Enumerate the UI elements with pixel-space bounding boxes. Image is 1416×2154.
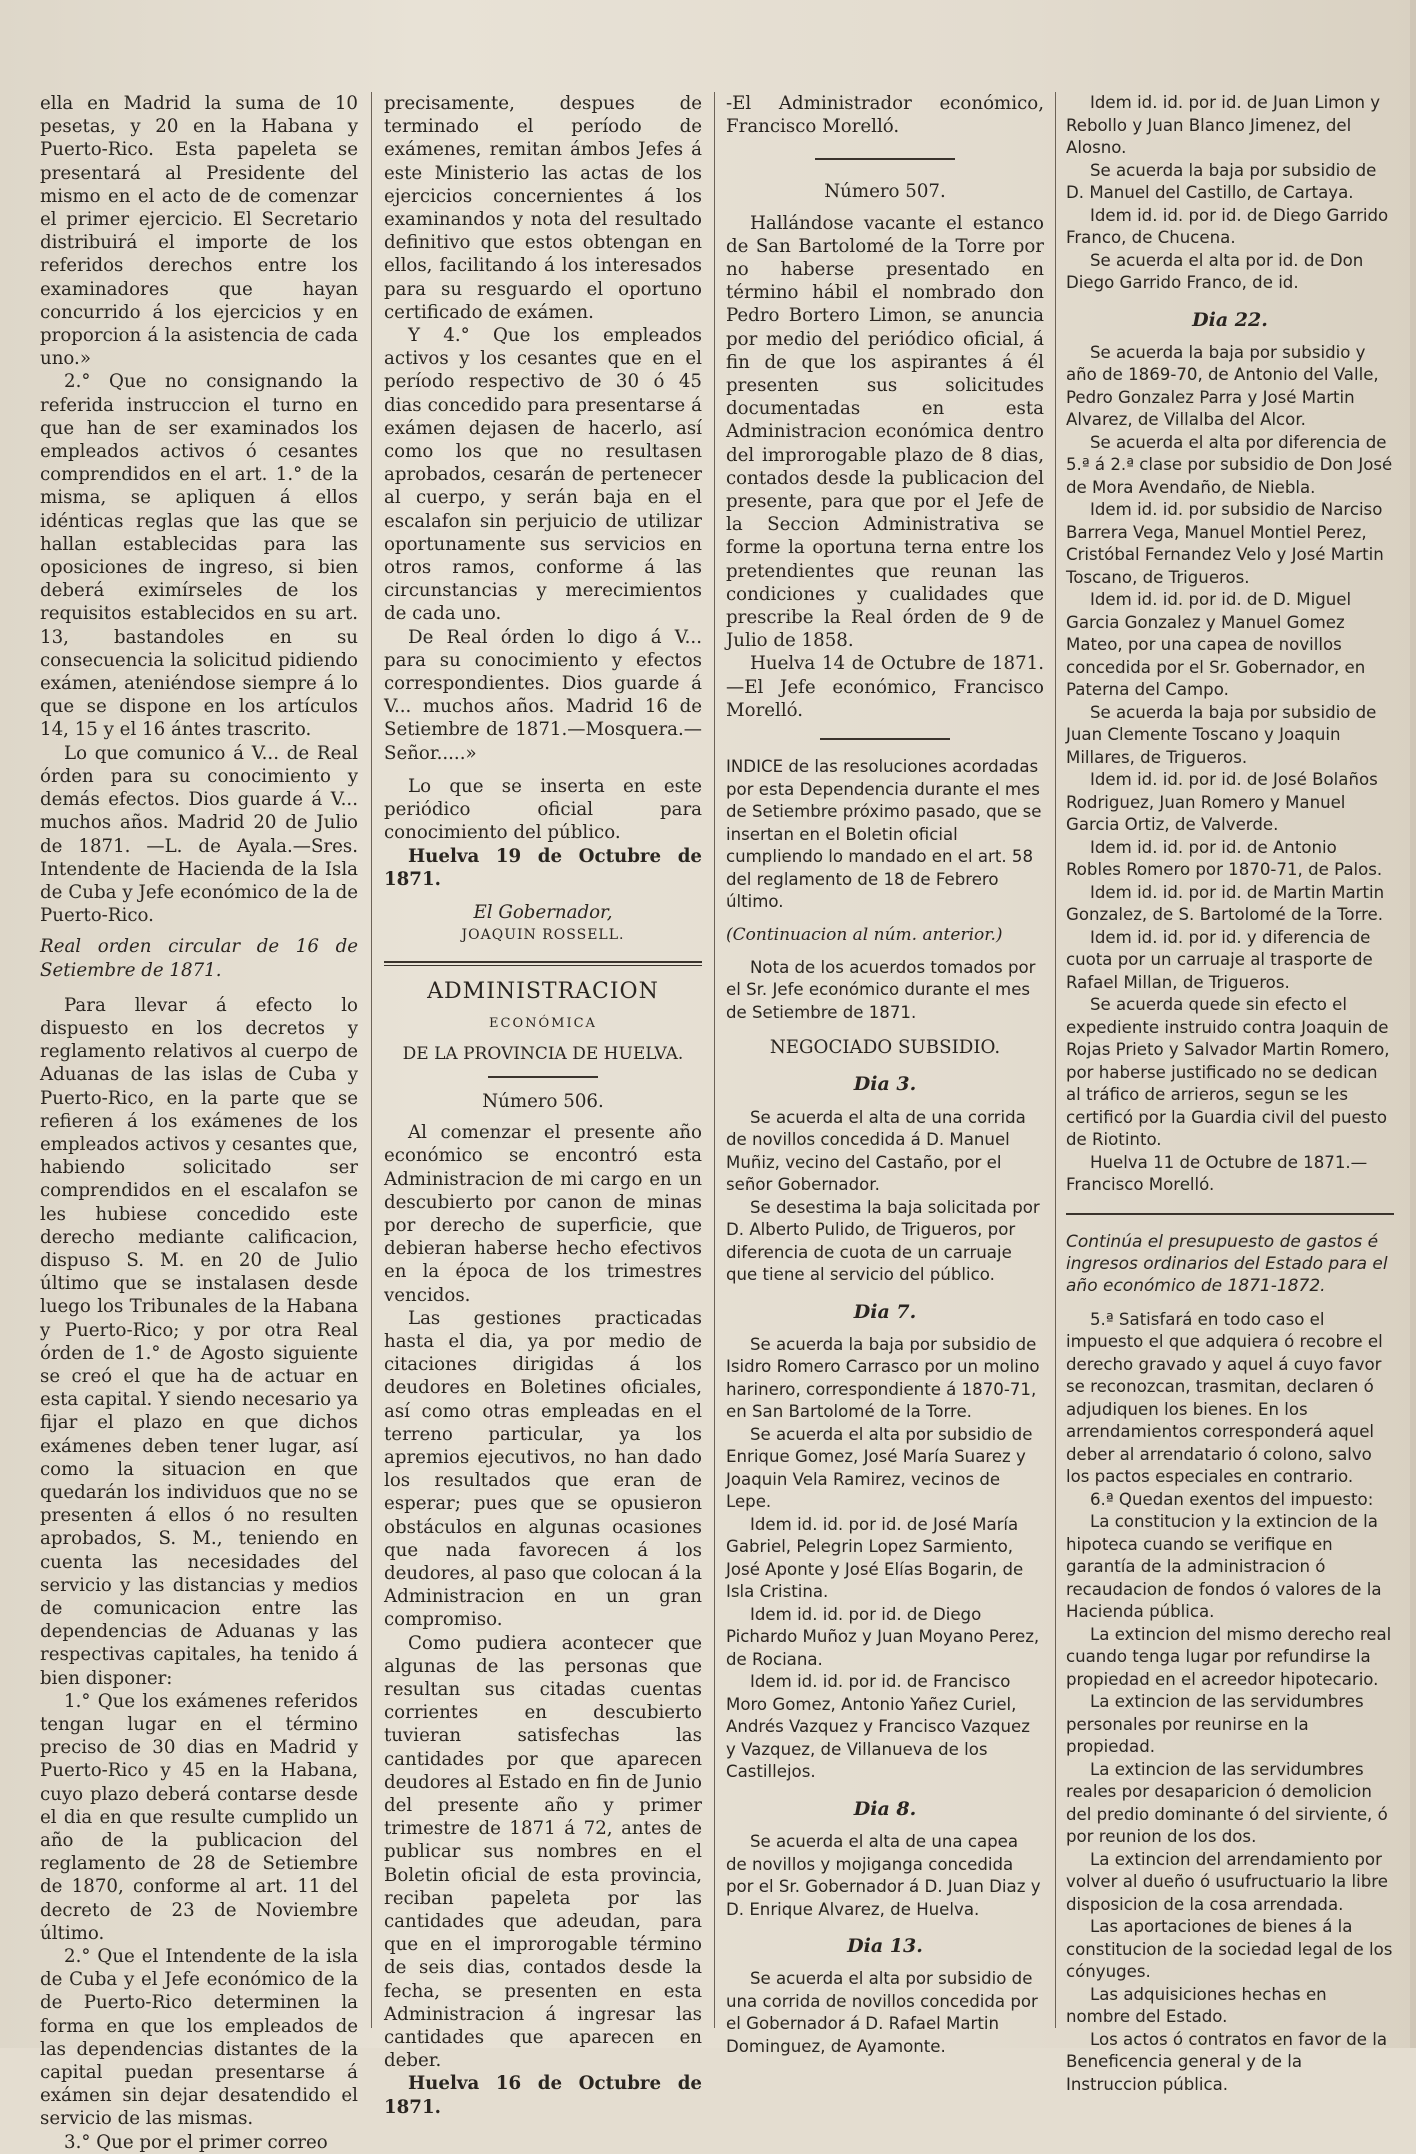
paragraph: Nota de los acuerdos tomados por el Sr. Jefe económico durante el mes de Setiembre de 1871. <box>726 957 1036 1022</box>
signature-block <box>384 901 702 947</box>
paragraph: Idem id. id. por id. de Antonio Robles Romero por 1870-71, de Palos. <box>1066 837 1383 880</box>
paragraph: De Real órden lo digo á V... para su conocimiento y efectos correspondientes. Dios guarde á V... muchos años. Madrid 16 de Setiembre de 1871.—Mosquera.—Señor.....» <box>384 626 702 764</box>
paragraph: Al comenzar el presente año económico se encontró esta Administracion de mi cargo en un descubierto por canon de minas por derecho de superficie, que debieran haberse hecho efectivos en la época de los trimestres vencidos. <box>384 1122 702 1306</box>
section-heading: Continúa el presupuesto de gastos é ingresos ordinarios del Estado para el año económico de 1871-1872. <box>1066 1231 1388 1296</box>
paragraph: Idem id. id. por id. y diferencia de cuota por un carruaje al trasporte de Rafael Millan, de Trigueros. <box>1066 927 1373 992</box>
day-heading: Dia 22. <box>1192 308 1268 331</box>
paragraph: La constitucion y la extincion de la hipoteca cuando se verifique en garantía de la administracion ó recaudacion de fondos ó valores de la Hacienda pública. <box>1066 1512 1382 1622</box>
paragraph: Idem id. id. por subsidio de Narciso Barrera Vega, Manuel Montiel Perez, Cristóbal Fernandez Velo y José Martin Toscano, de Trigueros. <box>1066 500 1384 587</box>
divider <box>820 738 950 740</box>
signature-role: El Gobernador, <box>473 901 613 923</box>
paragraph: Se acuerda la baja por subsidio de Isidro Romero Carrasco por un molino harinero, correspondiente á 1870-71, en San Bartolomé de la Torre. <box>726 1334 1040 1422</box>
paragraph: Huelva 14 de Octubre de 1871. —El Jefe económico, Francisco Morelló. <box>726 653 1044 721</box>
paragraph: 5.ª Satisfará en todo caso el impuesto el que adquiera ó recobre el derecho gravado y aquel á cuyo favor se reconozcan, trasmitan, declaren ó adjudiquen los bienes. En los arrendamientos corresponderá aquel deber al arrendatario ó colono, salvo los pactos especiales en contrario. <box>1066 1309 1383 1487</box>
paragraph: 3.° Que por el primer correo <box>64 2131 328 2153</box>
paragraph: Las gestiones practicadas hasta el dia, ya por medio de citaciones dirigidas á los deudores en Boletines oficiales, así como otras empleadas en el terreno particular, ya los apremios ejecutivos, no han dado los resultados que eran de esperar; pues que se opusieron obstáculos en algunas ocasiones que nada favorecen á los deudores, al paso que colocan á la Administracion en un gran compromiso. <box>384 1307 702 1631</box>
paragraph: -El Administrador económico, Francisco Morelló. <box>726 93 1044 138</box>
paragraph: Se acuerda el alta de una corrida de novillos concedida á D. Manuel Muñiz, vecino del Castaño, por el señor Gobernador. <box>726 1107 1026 1195</box>
paragraph: Se acuerda el alta por subsidio de Enrique Gomez, José María Suarez y Joaquin Vela Ramirez, vecinos de Lepe. <box>726 1424 1033 1512</box>
section-heading: Real orden circular de 16 de Setiembre de 1871. <box>40 936 358 981</box>
day-heading: Dia 8. <box>853 1797 917 1820</box>
paragraph: Huelva 11 de Octubre de 1871.— Francisco Morelló. <box>1066 1152 1368 1195</box>
paragraph: Idem id. id. por id. de Martin Martin Gonzalez, de S. Bartolomé de la Torre. <box>1066 882 1385 925</box>
paragraph: Se acuerda quede sin efecto el expediente instruido contra Joaquin de Rojas Prieto y Salvador Martin Romero, por haberse justificado no se dedican al tráfico de arrieros, segun se les certificó por la Guardia civil del puesto de Riotinto. <box>1066 995 1390 1150</box>
paragraph: La extincion de las servidumbres personales por reunirse en la propiedad. <box>1066 1692 1364 1757</box>
paragraph: Se acuerda el alta por subsidio de una corrida de novillos concedida por el Gobernador á D. Rafael Martin Dominguez, de Ayamonte. <box>726 1969 1038 2056</box>
paragraph: Idem id. id. por id. de José María Gabriel, Pelegrin Lopez Sarmiento, José Aponte y José Elías Bogarin, de Isla Cristina. <box>726 1514 1024 1602</box>
paragraph: 2.° Que no consignando la referida instruccion el turno en que han de ser examinados los empleados activos ó cesantes comprendidos en el art. 1.° de la misma, se apliquen á ellos idénticas reglas que las que se hallan establecidas para las oposiciones de ingreso, si bien deberá eximírseles de los requisitos establecidos en su art. 13, bastandoles en su consecuencia la solicitud pidiendo exámen, ateniéndose siempre á lo que se dispone en los artículos 14, 15 y el 16 ántes trascrito. <box>40 371 358 741</box>
paragraph: Se acuerda la baja por subsidio y año de 1869-70, de Antonio del Valle, Pedro Gonzalez Parra y José Martin Alvarez, de Villalba del Alcor. <box>1066 342 1379 430</box>
day-heading: Dia 7. <box>853 1300 917 1323</box>
column-rule <box>371 92 372 2028</box>
paragraph: Como pudiera acontecer que algunas de las personas que resultan sus citadas cuentas corrientes en descubierto tuvieran satisfechas las cantidades por que aparecen deudores al Estado en fin de Junio del presente año y primer trimestre de 1871 á 72, antes de publicar sus nombres en el Boletin oficial de esta provincia, reciban papeleta por las cantidades que adeudan, para que en el improrogable término de seis dias, contados desde la fecha, se presenten en esta Administracion á ingresar las cantidades que aparecen en deber. <box>384 1632 702 2072</box>
divider <box>488 1076 598 1078</box>
section-divider <box>1066 1213 1394 1215</box>
column-4 <box>1066 92 1394 2094</box>
column-rule <box>714 92 715 2028</box>
paragraph: Idem id. id. por id. de Juan Limon y Rebollo y Juan Blanco Jimenez, del Alosno. <box>1066 93 1381 157</box>
paragraph: Las aportaciones de bienes á la constitucion de la sociedad legal de los cónyuges. <box>1066 1917 1393 1982</box>
section-title: ADMINISTRACION <box>427 979 659 1005</box>
notice-number: Número 506. <box>482 1090 604 1112</box>
paragraph: Lo que se inserta en este periódico oficial para conocimiento del público. <box>384 775 702 844</box>
paragraph: La extincion del arrendamiento por volver al dueño ó usufructuario la libre disposicion de la cosa arrendada. <box>1066 1849 1388 1914</box>
paragraph: Lo que comunico á V... de Real órden para su conocimiento y demás efectos. Dios guarde á V... muchos años. Madrid 20 de Julio de 1871. —L. de Ayala.—Sres. Intendente de Hacienda de la Isla de Cuba y Jefe económico de la de Puerto-Rico. <box>40 742 358 927</box>
paragraph: Idem id. id. por id. de D. Miguel Garcia Gonzalez y Manuel Gomez Mateo, por una capea de novillos concedida por el Sr. Gobernador, en Paterna del Campo. <box>1066 590 1366 700</box>
section-subtitle: ECONÓMICA <box>489 1015 597 1031</box>
paragraph: ella en Madrid la suma de 10 pesetas, y 20 en la Habana y Puerto-Rico. Esta papeleta se presentará al Presidente del mismo en el acto de de comenzar el primer ejercicio. El Secretario distribuirá el importe de los referidos derechos entre los examinadores que hayan concurrido á los ejercicios y en proporcion á la asistencia de cada uno.» <box>40 93 358 370</box>
notice-number: Número 507. <box>824 181 946 203</box>
section-divider <box>384 961 702 966</box>
column-3 <box>726 92 1044 2056</box>
signature-name: JOAQUIN ROSSELL. <box>461 927 625 944</box>
paragraph: 6.ª Quedan exentos del impuesto: <box>1090 1489 1374 1509</box>
paragraph: Idem id. id. por id. de Diego Garrido Franco, de Chucena. <box>1066 205 1389 247</box>
paragraph: La extincion del mismo derecho real cuando tenga lugar por refundirse la propiedad en el acreedor hipotecario. <box>1066 1624 1392 1689</box>
paragraph: Idem id. id. por id. de José Bolaños Rodriguez, Juan Romero y Manuel Garcia Ortiz, de Valverde. <box>1066 770 1378 835</box>
paragraph: Los actos ó contratos en favor de la Beneficencia general y de la Instruccion pública. <box>1066 2029 1388 2094</box>
day-heading: Dia 3. <box>853 1073 917 1096</box>
section-subtitle: DE LA PROVINCIA DE HUELVA. <box>402 1043 684 1064</box>
day-heading: Dia 13. <box>847 1935 923 1958</box>
column-1 <box>40 92 358 2153</box>
paragraph: Para llevar á efecto lo dispuesto en los decretos y reglamento relativos al cuerpo de Aduanas de las islas de Cuba y Puerto-Rico, en la parte que se refieren á los exámenes de los empleados activos y cesantes que, habiendo solicitado ser comprendidos en el escalafon se les hubiese concedido este derecho mediante calificacion, dispuso S. M. en 20 de Julio último que se instalasen desde luego los Tribunales de la Habana y Puerto-Rico; y por otra Real órden de 1.° de Agosto siguiente se creó el que ha de actuar en esta capital. Y siendo necesario ya fijar el plazo en que dichos exámenes deben tener lugar, así como la situacion en que quedarán los individuos que no se presenten á ellos ó no resulten aprobados, S. M., teniendo en cuenta las necesidades del servicio y las distancias y medios de comunicacion entre las dependencias de Aduanas y las respectivas capitales, ha tenido á bien disponer: <box>40 994 358 1689</box>
paragraph: Se acuerda el alta de una capea de novillos y mojiganga concedida por el Sr. Gobernador á D. Juan Diaz y D. Enrique Alvarez, de Huelva. <box>726 1832 1041 1919</box>
paragraph: Se acuerda la baja por subsidio de Juan Clemente Toscano y Joaquin Millares, de Trigueros. <box>1066 702 1377 767</box>
paragraph: La extincion de las servidumbres reales por desaparicion ó demolicion del predio dominante ó del sirviente, ó por reunion de los dos. <box>1066 1759 1388 1847</box>
index-heading: INDICE de las resoluciones acordadas por esta Dependencia durante el mes de Setiembre próximo pasado, que se insertan en el Boletin oficial cumpliendo lo mandado en el art. 58 del reglamento de 18 de Febrero último. <box>726 757 1042 912</box>
paragraph: Hallándose vacante el estanco de San Bartolomé de la Torre por no haberse presentado en término hábil el nombrado don Pedro Bortero Limon, se anuncia por medio del periódico oficial, á fin de que los aspirantes á él presenten sus solicitudes documentadas en esta Administracion económica dentro del improrogable plazo de 8 dias, contados desde la publicacion del presente, para que por el Jefe de la Seccion Administrativa se forme la oportuna terna entre los pretendientes que reunan las condiciones y cualidades que prescribe la Real órden de 9 de Julio de 1858. <box>726 212 1044 652</box>
subsection-heading: NEGOCIADO SUBSIDIO. <box>769 1037 1001 1059</box>
paragraph: Se acuerda el alta por diferencia de 5.ª á 2.ª clase por subsidio de Don José de Mora Avendaño, de Niebla. <box>1066 432 1393 497</box>
continuation-note: (Continuacion al núm. anterior.) <box>726 924 1003 945</box>
paragraph: Se acuerda el alta por id. de Don Diego Garrido Franco, de id. <box>1066 250 1364 292</box>
column-2 <box>384 92 702 2118</box>
paragraph: Idem id. id. por id. de Diego Pichardo Muñoz y Juan Moyano Perez, de Rociana. <box>726 1604 1040 1669</box>
paragraph: Y 4.° Que los empleados activos y los cesantes que en el período respectivo de 30 ó 45 dias concedido para presentarse á exámen dejasen de hacerlo, así como los que no resultasen aprobados, cesarán de pertenecer al cuerpo, y serán baja en el escalafon sin perjuicio de utilizar oportunamente sus servicios en otros ramos, conforme á las circunstancias y merecimientos de cada uno. <box>384 325 702 625</box>
paragraph: Idem id. id. por id. de Francisco Moro Gomez, Antonio Yañez Curiel, Andrés Vazquez y Francisco Vazquez y Vazquez, de Villanueva de los Castillejos. <box>726 1672 1030 1782</box>
paragraph: 1.° Que los exámenes referidos tengan lugar en el término preciso de 30 dias en Madrid y Puerto-Rico y 45 en la Habana, cuyo plazo deberá contarse desde el dia en que resulte cumplido un año de la publicacion del reglamento de 28 de Setiembre de 1870, conforme al art. 11 del decreto de 23 de Noviembre último. <box>40 1690 358 1944</box>
column-rule <box>1055 92 1056 2028</box>
divider <box>815 158 955 160</box>
paragraph: Las adquisiciones hechas en nombre del Estado. <box>1066 1984 1327 2027</box>
paragraph: Se acuerda la baja por subsidio de D. Manuel del Castillo, de Cartaya. <box>1066 160 1377 202</box>
date-line: Huelva 19 de Octubre de 1871. <box>384 845 702 890</box>
paragraph: Se desestima la baja solicitada por D. Alberto Pulido, de Trigueros, por diferencia de cuota de un carruaje que tiene al servicio del público. <box>726 1197 1040 1285</box>
date-line: Huelva 16 de Octubre de 1871. <box>384 2073 702 2118</box>
paragraph: precisamente, despues de terminado el período de exámenes, remitan ámbos Jefes á este Ministerio las actas de los ejercicios concernientes á los examinandos y nota del resultado definitivo que estos obtengan en ellos, facilitando á los interesados para su resguardo el oportuno certificado de exámen. <box>384 93 702 323</box>
paragraph: 2.° Que el Intendente de la isla de Cuba y el Jefe económico de la de Puerto-Rico determinen la forma en que los empleados de las dependencias distantes de la capital puedan presentarse á exámen sin dejar desatendido el servicio de las mismas. <box>40 1946 358 2130</box>
page-edge <box>1410 0 1416 2048</box>
